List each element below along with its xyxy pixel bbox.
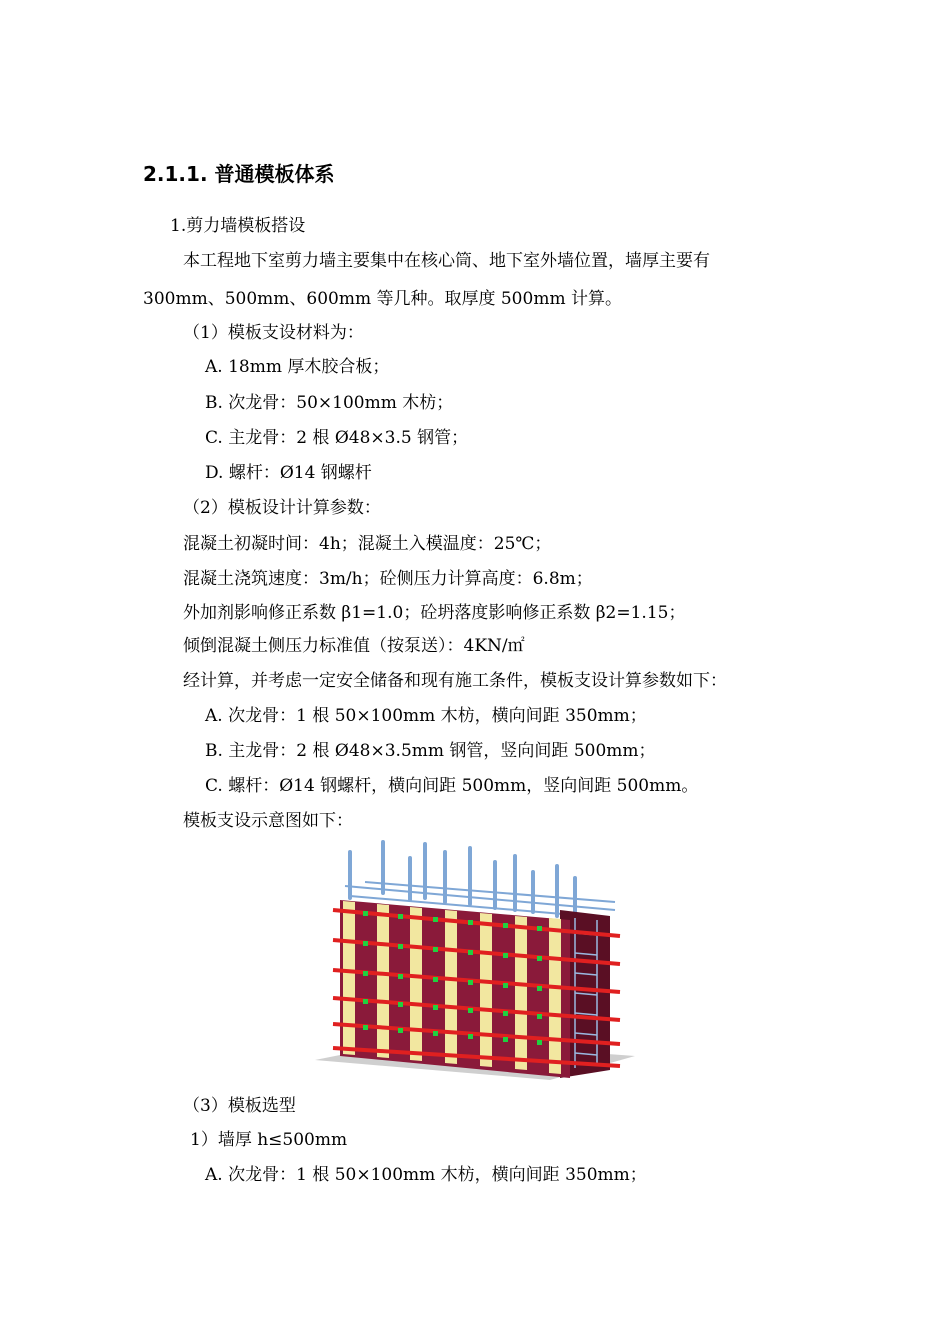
result-item-a: A. 次龙骨：1 根 50×100mm 木枋，横向间距 350mm； (205, 706, 647, 726)
paragraph-intro-line2: 300mm、500mm、600mm 等几种。取厚度 500mm 计算。 (143, 289, 622, 309)
param-line-5: 经计算，并考虑一定安全储备和现有施工条件，模板支设计算参数如下： (183, 671, 727, 691)
param-line-4: 倾倒混凝土侧压力标准值（按泵送）：4KN/㎡ (183, 636, 525, 656)
formwork-diagram-image (305, 838, 645, 1088)
figure-intro: 模板支设示意图如下： (183, 811, 353, 831)
selection-item-a: A. 次龙骨：1 根 50×100mm 木枋，横向间距 350mm； (205, 1165, 647, 1185)
material-item-a: A. 18mm 厚木胶合板； (205, 357, 390, 377)
result-item-c: C. 螺杆：Ø14 钢螺杆，横向间距 500mm，竖向间距 500mm。 (205, 776, 699, 796)
material-item-d: D. 螺杆：Ø14 钢螺杆 (205, 463, 372, 483)
result-item-b: B. 主龙骨：2 根 Ø48×3.5mm 钢管，竖向间距 500mm； (205, 741, 656, 761)
material-item-b: B. 次龙骨：50×100mm 木枋； (205, 393, 454, 413)
subsection-formwork-selection: （3）模板选型 (183, 1096, 296, 1116)
param-line-2: 混凝土浇筑速度：3m/h；砼侧压力计算高度：6.8m； (183, 569, 593, 589)
paragraph-intro-line1: 本工程地下室剪力墙主要集中在核心筒、地下室外墙位置，墙厚主要有 (183, 251, 710, 271)
subsection-materials: （1）模板支设材料为： (183, 323, 364, 343)
param-line-1: 混凝土初凝时间：4h；混凝土入模温度：25℃； (183, 534, 552, 554)
material-item-c: C. 主龙骨：2 根 Ø48×3.5 钢管； (205, 428, 469, 448)
param-line-3: 外加剂影响修正系数 β1=1.0；砼坍落度影响修正系数 β2=1.15； (183, 603, 686, 623)
paragraph-shear-wall-title: 1.剪力墙模板搭设 (170, 216, 306, 236)
selection-item-1: 1）墙厚 h≤500mm (190, 1130, 348, 1150)
subsection-parameters: （2）模板设计计算参数： (183, 498, 381, 518)
section-heading: 2.1.1. 普通模板体系 (143, 162, 335, 186)
